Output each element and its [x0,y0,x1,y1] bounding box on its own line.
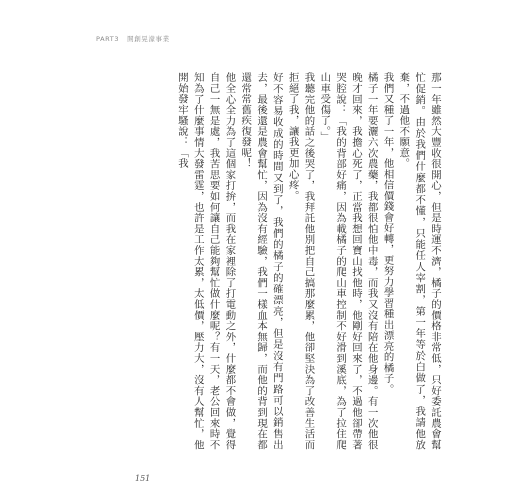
page-number: 151 [135,474,151,483]
running-header [96,34,170,43]
paragraph: 好不容易收成的時間又到了，我們的橘子的確漂亮，但是沒有門路可以銷售出去，最後還是農會幫忙，因為沒有經驗，我們一樣血本無歸，而他的背到現在都還常常舊疾復發呢！ [239,72,283,450]
paragraph: 我們又種了一年，他相信價錢會好轉，更努力學習種出漂亮的橘子。 [381,72,394,395]
paragraph: 我聽完他的話之後哭了，我拜託他別把自己搞那麼累，他卻堅決為了改善生活而拒絕了我，讓我更加心疼。 [286,72,315,450]
paragraph: 橘子一年要灑六次農藥，我都很怕他中毒，而我又沒有陪在他身邊。有一次他很晚才回來，我擔心死了，正當我想回寶山找他時，他剛好回來了，不過他卻帶著哭腔說：「我的背部好痛，因為載橘子的爬山車控制不好滑到溪底，為了拉住爬山車受傷了。」 [318,72,378,450]
body-text [92,72,442,450]
paragraph: 那一年雖然大豐收很開心，但是時運不濟，橘子的價格非常低，只好委託農會幫忙促銷。由於我們什麼都不懂，只能任人宰割，第一年等於白做了，我請他放棄，不過他不願意。 [397,72,441,450]
paragraph: 他全心全力為了這個家打拚，而我在家裡除了打電動之外，什麼都不會做，覺得自己一無是處，我苦思要如何讓自己能夠幫忙做什麼呢？有一天，老公回來時不知為了什麼事情大發雷霆，也許是工作太累，太低價，壓力大，沒有人幫忙，他開始發牢騷說：「我 [176,72,236,450]
header-part-label: PART3 [96,35,120,43]
header-chapter-title: 開創晃濛事業 [127,35,170,43]
